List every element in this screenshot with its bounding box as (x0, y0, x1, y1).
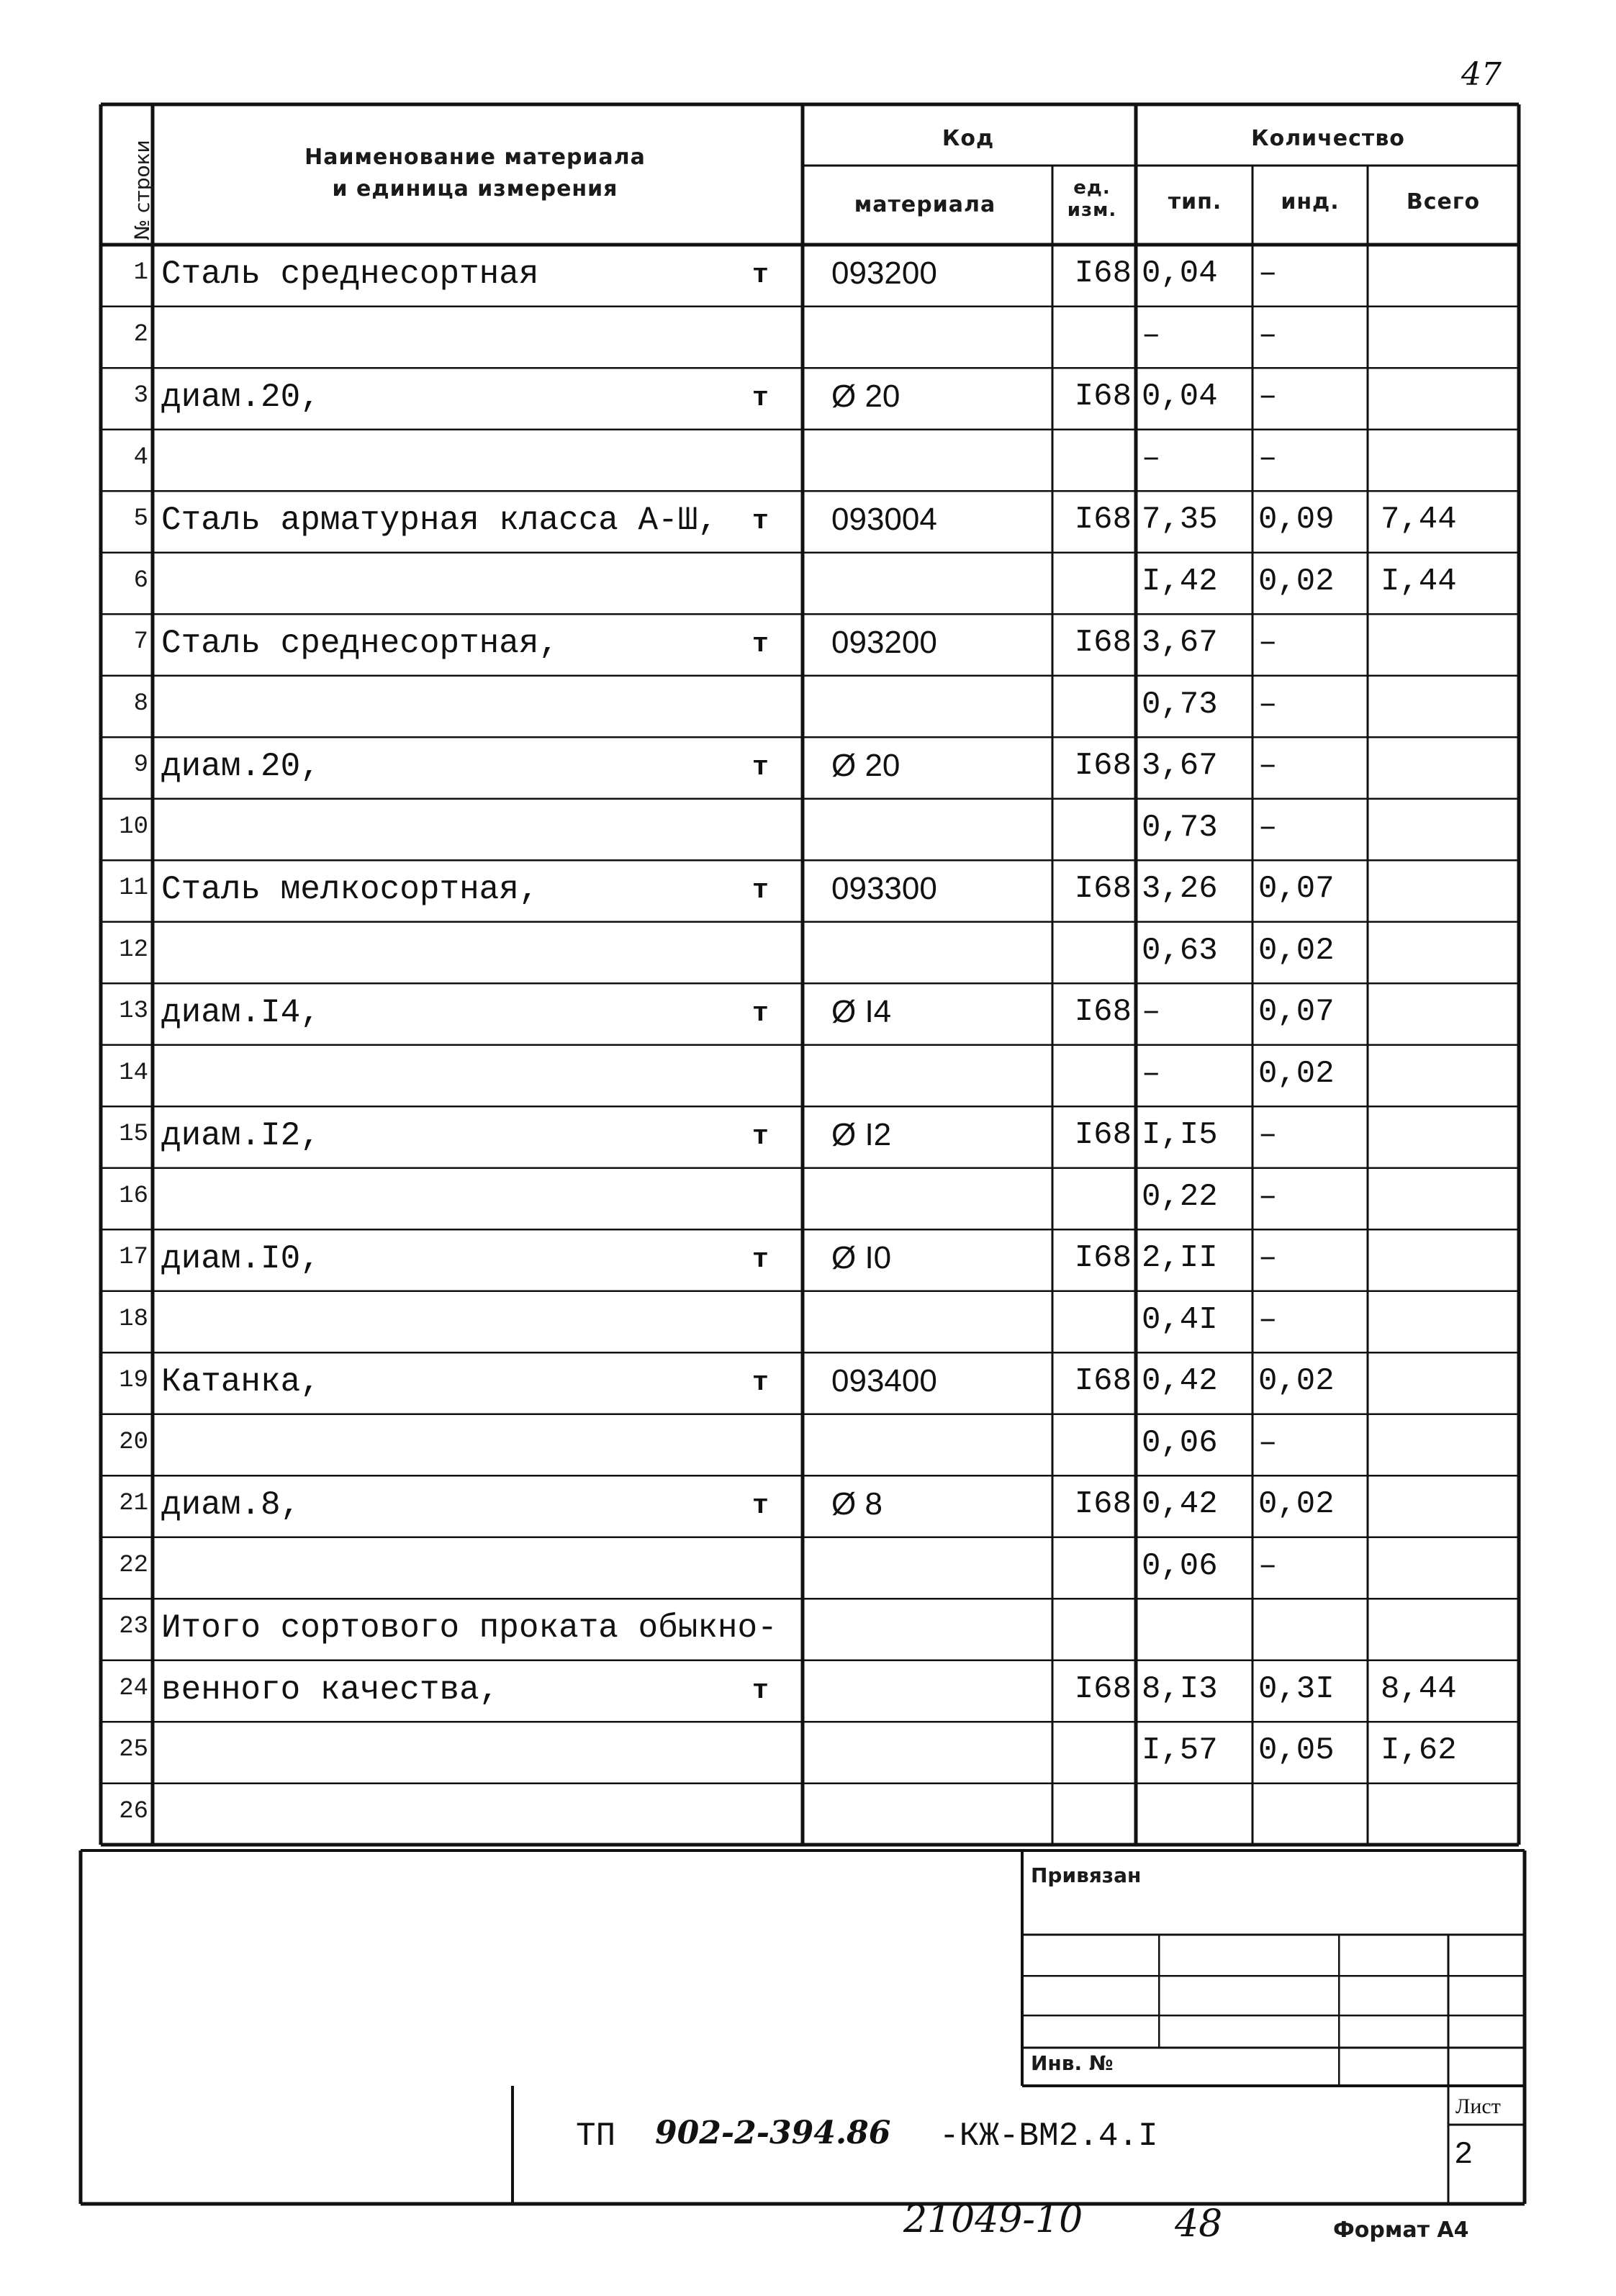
header-name-line1: Наименование материала (304, 145, 646, 170)
row-qty-ind: – (1258, 1240, 1278, 1276)
row-unit: т (752, 260, 769, 291)
row-number: 3 (133, 382, 148, 410)
row-number: 6 (133, 566, 148, 595)
row-number: 1 (133, 259, 148, 286)
row-name: диам.8, (161, 1486, 301, 1524)
row-name: Итого сортового проката обыкно- (161, 1609, 777, 1647)
row-number: 19 (119, 1367, 148, 1394)
row-qty-ind: – (1258, 686, 1278, 723)
stamp-doc-prefix: ТП (576, 2118, 616, 2155)
header-rownum: № строки (130, 140, 154, 240)
table-grid (101, 104, 1519, 1845)
row-qty-type: – (1142, 994, 1161, 1030)
row-qty-type: 7,35 (1142, 502, 1218, 538)
row-number: 16 (119, 1182, 148, 1210)
row-name: диам.I2, (161, 1117, 320, 1154)
row-qty-type: 3,67 (1142, 748, 1218, 784)
row-unit-code: I68 (1074, 256, 1132, 291)
row-unit-code: I68 (1074, 871, 1132, 907)
row-number: 25 (119, 1736, 148, 1763)
row-number: 23 (119, 1613, 148, 1640)
row-number: 2 (133, 320, 148, 348)
row-unit-code: I68 (1074, 994, 1132, 1030)
row-qty-type: I,I5 (1142, 1117, 1218, 1153)
row-code: 093400 (831, 1363, 937, 1398)
row-name: Катанка, (161, 1363, 320, 1401)
header-code-material: материала (854, 192, 996, 217)
row-qty-total: 8,44 (1381, 1671, 1457, 1707)
row-number: 15 (119, 1121, 148, 1148)
row-qty-ind: 0,09 (1258, 502, 1335, 538)
row-unit: т (752, 1675, 769, 1707)
row-qty-ind: 0,05 (1258, 1732, 1335, 1768)
footer-format: Формат А4 (1333, 2218, 1469, 2243)
row-qty-total: I,44 (1381, 563, 1457, 600)
row-qty-type: 0,63 (1142, 932, 1218, 969)
row-unit-code: I68 (1074, 1363, 1132, 1399)
row-number: 9 (133, 751, 148, 779)
row-qty-ind: – (1258, 256, 1278, 291)
row-qty-ind: – (1258, 379, 1278, 415)
stamp-doc-suffix: -КЖ-ВМ2.4.I (939, 2118, 1158, 2155)
row-unit: т (752, 506, 769, 537)
row-qty-type: 0,22 (1142, 1178, 1218, 1215)
row-qty-ind: 0,07 (1258, 871, 1335, 907)
row-qty-ind: 0,02 (1258, 932, 1335, 969)
row-qty-type: I,42 (1142, 563, 1218, 600)
row-unit-code: I68 (1074, 502, 1132, 538)
row-qty-ind: – (1258, 317, 1278, 353)
row-unit-code: I68 (1074, 748, 1132, 784)
footer-page-number: 48 (1175, 2202, 1223, 2246)
header-q-type: тип. (1168, 189, 1222, 214)
row-qty-ind: – (1258, 1178, 1278, 1215)
row-number: 21 (119, 1490, 148, 1517)
row-unit: т (752, 998, 769, 1029)
row-unit: т (752, 875, 769, 906)
row-code: 093200 (831, 256, 937, 291)
row-name: диам.I4, (161, 994, 320, 1031)
row-number: 13 (119, 998, 148, 1025)
row-code: Ø 8 (831, 1486, 883, 1522)
row-qty-ind: 0,02 (1258, 1363, 1335, 1399)
row-code: Ø 20 (831, 748, 900, 783)
row-unit-code: I68 (1074, 1486, 1132, 1522)
row-name: Сталь мелкосортная, (161, 871, 539, 908)
row-qty-ind: – (1258, 625, 1278, 661)
row-name: диам.I0, (161, 1240, 320, 1278)
row-number: 8 (133, 690, 148, 718)
row-qty-ind: 0,3I (1258, 1671, 1335, 1707)
row-qty-ind: 0,02 (1258, 1486, 1335, 1522)
row-qty-ind: 0,07 (1258, 994, 1335, 1030)
row-name: Сталь среднесортная, (161, 625, 559, 662)
stamp-doc-hand: 902-2-394.86 (655, 2115, 891, 2151)
row-qty-type: 0,73 (1142, 686, 1218, 723)
row-qty-total: 7,44 (1381, 502, 1457, 538)
row-unit: т (752, 1368, 769, 1398)
row-qty-type: 0,42 (1142, 1486, 1218, 1522)
stamp-privyazan: Привязан (1031, 1863, 1142, 1887)
row-qty-ind: – (1258, 1117, 1278, 1153)
row-unit: т (752, 752, 769, 783)
row-number: 18 (119, 1305, 148, 1333)
row-number: 5 (133, 505, 148, 533)
row-qty-type: 2,II (1142, 1240, 1218, 1276)
row-number: 26 (119, 1797, 148, 1825)
row-number: 4 (133, 443, 148, 471)
stamp-sheet-value: 2 (1454, 2137, 1473, 2173)
row-qty-type: 0,42 (1142, 1363, 1218, 1399)
row-qty-ind: – (1258, 1547, 1278, 1584)
row-qty-type: – (1142, 440, 1161, 476)
row-name: Сталь среднесортная (161, 256, 539, 293)
row-qty-ind: – (1258, 1424, 1278, 1461)
page-mark: 47 (1461, 56, 1502, 93)
row-name: венного качества, (161, 1671, 500, 1709)
stamp-sheet-label: Лист (1455, 2094, 1501, 2118)
row-qty-type: 0,73 (1142, 809, 1218, 846)
header-name-line2: и единица измерения (332, 176, 618, 202)
row-code: Ø 20 (831, 379, 900, 414)
row-qty-ind: – (1258, 440, 1278, 476)
stamp-inv-no: Инв. № (1031, 2051, 1114, 2075)
row-qty-type: 0,04 (1142, 256, 1218, 291)
row-qty-type: 0,06 (1142, 1424, 1218, 1461)
row-unit: т (752, 629, 769, 660)
row-qty-type: 0,06 (1142, 1547, 1218, 1584)
row-name: диам.20, (161, 379, 320, 416)
header-quantity: Количество (1251, 126, 1405, 151)
row-number: 24 (119, 1674, 148, 1702)
row-code: Ø I2 (831, 1117, 892, 1152)
row-qty-type: – (1142, 1055, 1161, 1092)
footer-order-number: 21049-10 (903, 2198, 1083, 2241)
header-code: Код (942, 126, 995, 151)
row-qty-type: 3,26 (1142, 871, 1218, 907)
row-qty-type: 3,67 (1142, 625, 1218, 661)
row-number: 11 (119, 874, 148, 902)
row-number: 7 (133, 628, 148, 656)
row-unit-code: I68 (1074, 1117, 1132, 1153)
row-number: 10 (119, 813, 148, 841)
row-qty-ind: – (1258, 1301, 1278, 1338)
row-number: 14 (119, 1059, 148, 1087)
row-unit-code: I68 (1074, 1671, 1132, 1707)
row-code: Ø I0 (831, 1240, 892, 1275)
header-q-ind: инд. (1281, 189, 1340, 214)
row-qty-ind: 0,02 (1258, 563, 1335, 600)
header-q-total: Всего (1406, 189, 1481, 214)
row-unit: т (752, 1491, 769, 1522)
row-unit: т (752, 1244, 769, 1275)
row-qty-type: – (1142, 317, 1161, 353)
row-code: Ø I4 (831, 994, 892, 1029)
row-number: 17 (119, 1244, 148, 1271)
row-qty-type: I,57 (1142, 1732, 1218, 1768)
row-number: 12 (119, 936, 148, 964)
row-unit-code: I68 (1074, 1240, 1132, 1276)
row-number: 20 (119, 1428, 148, 1456)
row-qty-ind: – (1258, 809, 1278, 846)
row-unit-code: I68 (1074, 379, 1132, 415)
row-qty-ind: – (1258, 748, 1278, 784)
row-name: Сталь арматурная класса А-Ш, (161, 502, 718, 539)
header-code-unit: ед. изм. (1067, 177, 1117, 222)
row-number: 22 (119, 1551, 148, 1579)
row-unit: т (752, 383, 769, 414)
row-qty-ind: 0,02 (1258, 1055, 1335, 1092)
row-unit-code: I68 (1074, 625, 1132, 661)
row-code: 093004 (831, 502, 937, 537)
row-code: 093200 (831, 625, 937, 660)
row-code: 093300 (831, 871, 937, 906)
row-unit: т (752, 1121, 769, 1152)
row-qty-type: 0,4I (1142, 1301, 1218, 1338)
row-qty-total: I,62 (1381, 1732, 1457, 1768)
row-name: диам.20, (161, 748, 320, 785)
row-qty-type: 8,I3 (1142, 1671, 1218, 1707)
row-qty-type: 0,04 (1142, 379, 1218, 415)
